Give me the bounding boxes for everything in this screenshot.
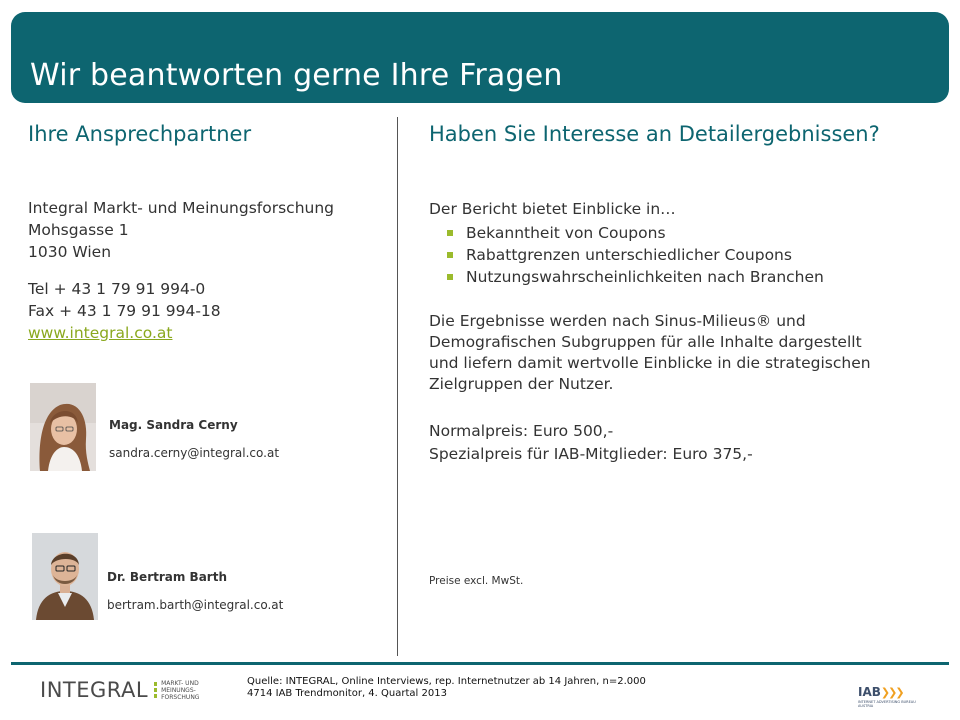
list-item: Nutzungswahrscheinlichkeiten nach Branchen (445, 266, 824, 288)
address-line: Mohsgasse 1 (28, 221, 129, 239)
square-bullet-icon (447, 230, 453, 236)
avatar-bertram-barth (32, 533, 98, 620)
tax-note: Preise excl. MwSt. (429, 575, 524, 587)
person-email[interactable]: bertram.barth@integral.co.at (107, 598, 284, 612)
details-heading: Haben Sie Interesse an Detailergebnissen? (429, 122, 880, 146)
iab-logo: IAB❯❯❯ INTERNET ADVERTISING BUREAU AUSTRIA (858, 685, 916, 708)
person-email[interactable]: sandra.cerny@integral.co.at (109, 446, 280, 460)
address-line: Integral Markt- und Meinungsforschung (28, 199, 335, 217)
report-intro: Der Bericht bietet Einblicke in… (429, 200, 676, 218)
special-price: Spezialpreis für IAB-Mitglieder: Euro 375,- (429, 445, 753, 463)
contacts-column (28, 122, 388, 146)
price-block (429, 420, 753, 466)
column-divider (397, 117, 398, 656)
title-bar (11, 12, 949, 103)
contacts-heading: Ihre Ansprechpartner (28, 122, 252, 146)
contact-block (28, 278, 221, 344)
details-column (429, 122, 949, 146)
page-title: Wir beantworten gerne Ihre Fragen (30, 58, 563, 93)
square-bullet-icon (447, 252, 453, 258)
website-link[interactable]: www.integral.co.at (28, 324, 173, 342)
person-name: Dr. Bertram Barth (107, 570, 227, 584)
integral-logo: INTEGRAL MARKT- UND MEINUNGS- FORSCHUNG (40, 678, 200, 702)
results-paragraph: Die Ergebnisse werden nach Sinus-Milieus® und Demografischen Subgruppen für alle Inhalte dargestellt und liefern damit wertvolle Einblicke in die strategischen Zielgruppen der Nutzer. (429, 312, 871, 393)
phone-number: Tel + 43 1 79 91 994-0 (28, 280, 206, 298)
address-block (28, 197, 334, 263)
logo-dots-icon (154, 682, 157, 698)
chevron-right-icon: ❯❯❯ (880, 686, 903, 699)
source-note: Quelle: INTEGRAL, Online Interviews, rep. Internetnutzer ab 14 Jahren, n=2.000 4714 IAB Trendmonitor, 4. Quartal 2013 (247, 676, 646, 699)
person-name: Mag. Sandra Cerny (109, 418, 238, 432)
normal-price: Normalpreis: Euro 500,- (429, 422, 614, 440)
list-item: Bekanntheit von Coupons (445, 222, 824, 244)
list-item: Rabattgrenzen unterschiedlicher Coupons (445, 244, 824, 266)
avatar-sandra-cerny (30, 383, 96, 471)
address-line: 1030 Wien (28, 243, 112, 261)
fax-number: Fax + 43 1 79 91 994-18 (28, 302, 221, 320)
footer-divider (11, 662, 949, 665)
square-bullet-icon (447, 274, 453, 280)
report-topics-list (445, 222, 824, 288)
